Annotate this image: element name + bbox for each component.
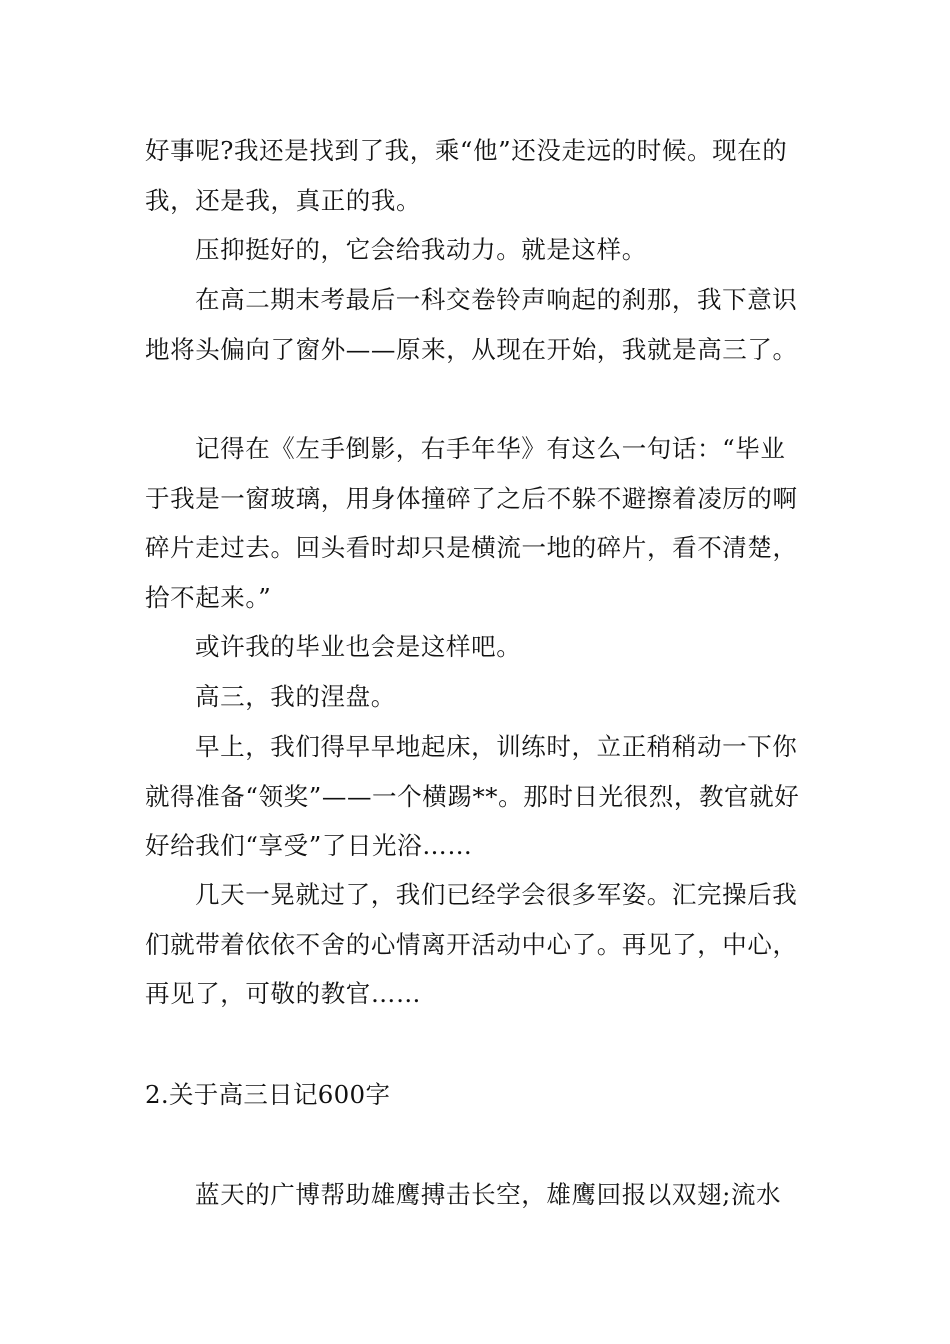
paragraph-graduation: 或许我的毕业也会是这样吧。	[195, 632, 522, 661]
paragraph-pressure: 压抑挺好的，它会给我动力。就是这样。	[195, 235, 647, 264]
paragraph-book-quote: 记得在《左手倒影，右手年华》有这么一句话：“毕业于我是一窗玻璃，用身体撞碎了之后不躲不避擦着凌厉的啊碎片走过去。回头看时却只是横流一地的碎片，看不清楚，拾不起来。”	[145, 434, 798, 612]
paragraph-nirvana: 高三，我的涅盘。	[195, 682, 396, 711]
paragraph-farewell: 几天一晃就过了，我们已经学会很多军姿。汇完操后我们就带着依依不舍的心情离开活动中心了。再见了，中心，再见了，可敬的教官……	[145, 880, 798, 1008]
paragraph-exam-bell: 在高二期末考最后一科交卷铃声响起的刹那，我下意识地将头偏向了窗外——原来，从现在开始，我就是高三了。	[145, 285, 798, 364]
paragraph-morning-training: 早上，我们得早早地起床，训练时，立正稍稍动一下你就得准备“领奖”——一个横踢**。那时日光很烈，教官就好好给我们“享受”了日光浴……	[145, 732, 800, 860]
section-heading: 2.关于高三日记600字	[145, 1080, 391, 1109]
paragraph-continuation: 好事呢?我还是找到了我，乘“他”还没走远的时候。现在的我，还是我，真正的我。	[145, 136, 788, 215]
paragraph-closing: 蓝天的广博帮助雄鹰搏击长空，雄鹰回报以双翅;流水	[195, 1180, 782, 1209]
